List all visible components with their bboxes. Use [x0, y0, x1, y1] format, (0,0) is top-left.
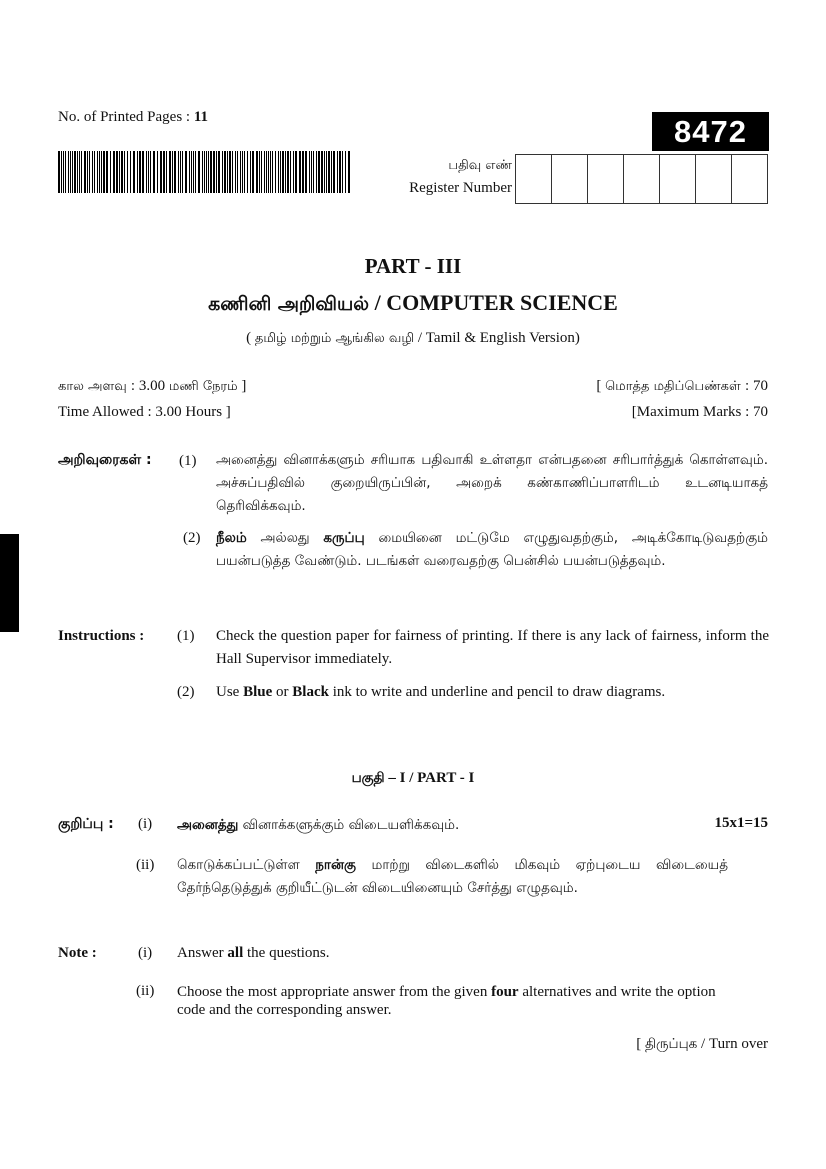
- subject-title-ta: கணினி அறிவியல்: [208, 293, 370, 315]
- note-text: [177, 983, 729, 1019]
- kurippu-text-rest: வினாக்களுக்கும் விடையளிக்கவும்.: [242, 817, 460, 833]
- printed-pages-value: 11: [193, 109, 209, 125]
- subject-title: [0, 290, 826, 318]
- instruction-ta-rest: மையினை மட்டுமே எழுதுவதற்கும், அடிக்கோடிடுவதற்கும் பயன்படுத்த வேண்டும். படங்கள் வரைவதற்கு பென்சில் பயன்படுத்தவும்.: [216, 530, 768, 569]
- black-word: Black: [292, 684, 329, 700]
- marks-ta-open: [: [596, 378, 602, 394]
- blue-word: Blue: [243, 684, 273, 700]
- turn-over-note: [636, 1036, 768, 1054]
- register-digit-box[interactable]: [516, 155, 552, 203]
- kurippu-number: (ii): [136, 857, 155, 873]
- blue-word-ta: நீலம்: [216, 530, 247, 546]
- kurippu-label: குறிப்பு :: [58, 816, 114, 832]
- part-title: PART - III: [364, 254, 462, 278]
- register-digit-box[interactable]: [660, 155, 696, 203]
- instructions-en-label: Instructions :: [58, 628, 145, 644]
- section-title-ta: பகுதி: [351, 770, 385, 786]
- instruction-en-number: (1): [177, 628, 195, 644]
- four-word: four: [491, 984, 519, 1000]
- instruction-en-pre: Use: [216, 684, 240, 700]
- register-label-en: Register Number: [409, 180, 512, 196]
- time-allowed-ta: [58, 378, 246, 395]
- register-number-boxes[interactable]: [515, 154, 768, 204]
- kurippu-text: [177, 854, 728, 900]
- turn-over-open: [: [636, 1036, 642, 1052]
- register-label-ta: பதிவு எண்: [448, 158, 512, 173]
- note-text: [177, 945, 330, 962]
- page-edge-marker: [0, 534, 19, 632]
- kurippu-number: (i): [138, 816, 153, 832]
- kurippu-text: [177, 814, 459, 837]
- instruction-ta-number: (1): [179, 453, 197, 469]
- time-allowed-en: Time Allowed : 3.00 Hours ]: [58, 404, 231, 420]
- instruction-en-text: [216, 681, 769, 704]
- instruction-en-text: Check the question paper for fairness of printing. If there is any lack of fairness, inform the Hall Supervisor immediately.: [216, 628, 769, 667]
- marks-scheme: 15x1=15: [714, 815, 768, 831]
- barcode-image: [58, 151, 351, 193]
- black-word-ta: கருப்பு: [323, 530, 365, 546]
- max-marks-en: [Maximum Marks : 70: [631, 404, 768, 420]
- instructions-ta-label: அறிவுரைகள் :: [58, 452, 152, 468]
- kurippu-pre: கொடுக்கப்பட்டுள்ள: [177, 857, 300, 873]
- section-title-en: – I / PART - I: [388, 770, 475, 786]
- turn-over-en: / Turn over: [701, 1036, 768, 1052]
- version-ta: தமிழ் மற்றும் ஆங்கில வழி: [254, 331, 415, 346]
- register-digit-box[interactable]: [624, 155, 660, 203]
- marks-ta-label: மொத்த மதிப்பெண்கள் :: [605, 379, 750, 394]
- printed-pages-label: No. of Printed Pages :: [58, 109, 191, 125]
- note-post: the questions.: [247, 945, 330, 961]
- or-word-ta: அல்லது: [260, 530, 310, 546]
- paper-code-box: 8472: [652, 112, 769, 151]
- note-number: (i): [138, 945, 153, 961]
- instruction-ta-text: அனைத்து வினாக்களும் சரியாக பதிவாகி உள்ளதா என்பதனை சரிபார்த்துக் கொள்ளவும். அச்சுப்பதிவில் குறையிருப்பின், அறைக் கண்காணிப்பாளரிடம் உடனடியாகத் தெரிவிக்கவும்.: [216, 452, 768, 514]
- register-digit-box[interactable]: [732, 155, 767, 203]
- version-line: [0, 330, 826, 347]
- time-ta-value: 3.00: [138, 378, 166, 394]
- time-ta-label: கால அளவு :: [58, 379, 136, 394]
- time-ta-close: ]: [241, 378, 247, 394]
- version-open: (: [246, 330, 252, 346]
- section-title: [0, 770, 826, 788]
- all-word: all: [227, 945, 244, 961]
- note-number: (ii): [136, 983, 155, 999]
- note-pre: Choose the most appropriate answer from the given: [177, 984, 488, 1000]
- kurippu-post: மாற்று விடைகளில் மிகவும் ஏற்புடைய விடையைத் தேர்ந்தெடுத்துக் குறியீட்டுடன் விடையினையும் சேர்த்து எழுதவும்.: [177, 857, 728, 896]
- instruction-en-post: ink to write and underline and pencil to draw diagrams.: [332, 684, 666, 700]
- subject-title-sep: /: [374, 290, 381, 315]
- register-digit-box[interactable]: [552, 155, 588, 203]
- instruction-ta-text: [216, 527, 768, 573]
- register-digit-box[interactable]: [588, 155, 624, 203]
- turn-over-ta: திருப்புக: [644, 1036, 698, 1052]
- printed-pages-count: [58, 109, 208, 126]
- instruction-en-number: (2): [177, 684, 195, 700]
- subject-title-en: COMPUTER SCIENCE: [386, 290, 618, 315]
- instruction-ta-number: (2): [183, 530, 201, 546]
- register-digit-box[interactable]: [696, 155, 732, 203]
- four-word-ta: நான்கு: [315, 857, 356, 873]
- note-post: alternatives and write the option code and the corresponding answer.: [177, 984, 716, 1018]
- or-word: or: [276, 684, 289, 700]
- version-en: / Tamil & English Version): [417, 330, 580, 346]
- max-marks-ta: [596, 378, 768, 395]
- marks-ta-value: 70: [753, 378, 768, 394]
- all-word-ta: அனைத்து: [177, 817, 239, 833]
- note-pre: Answer: [177, 945, 224, 961]
- note-label: Note :: [58, 945, 97, 961]
- time-ta-unit: மணி நேரம்: [168, 379, 238, 394]
